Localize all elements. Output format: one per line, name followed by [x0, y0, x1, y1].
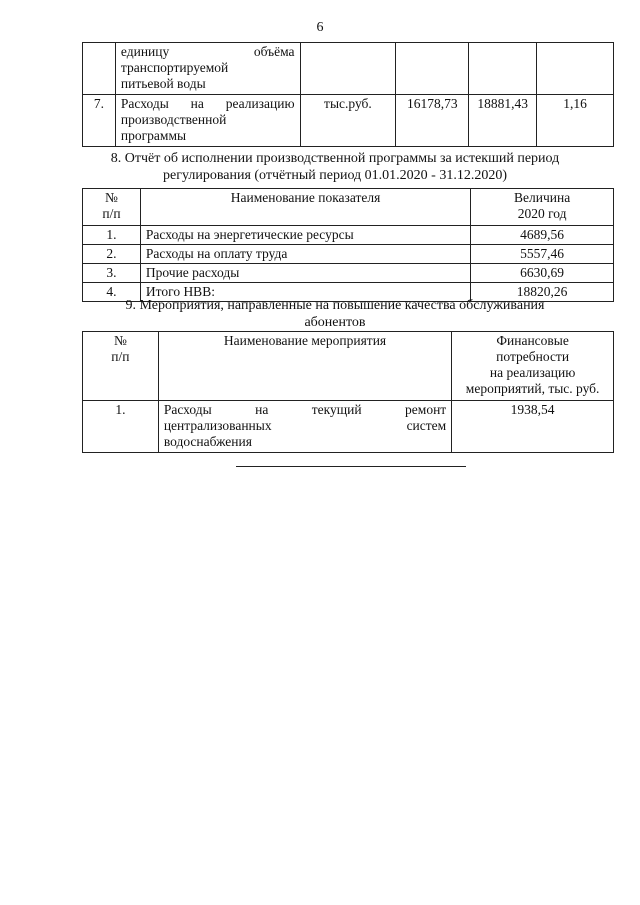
row-number: 7. — [83, 95, 116, 147]
value-cell: 18881,43 — [469, 95, 537, 147]
value-cell: 6630,69 — [471, 264, 614, 283]
header-num-line: № — [105, 190, 118, 205]
row-number: 4. — [83, 283, 141, 302]
measure-name-line: централизованных систем — [163, 418, 447, 433]
header-num-line: п/п — [111, 349, 130, 364]
measure-name-line: водоснабжения — [163, 434, 252, 449]
table-header-row — [83, 189, 614, 226]
header-financing — [452, 332, 614, 401]
header-financing-line: на реализацию — [489, 365, 576, 380]
indicator-name: Прочие расходы — [140, 264, 470, 283]
indicator-name-line: питьевой воды — [120, 76, 206, 91]
indicator-name: Расходы на оплату труда — [140, 245, 470, 264]
header-financing-line: Финансовые — [496, 333, 569, 348]
header-value-line: 2020 год — [517, 206, 567, 221]
row-number: 3. — [83, 264, 141, 283]
header-value — [471, 189, 614, 226]
value-cell — [396, 43, 469, 95]
table-header-row — [83, 332, 614, 401]
indicator-name — [115, 95, 300, 147]
header-financing-line: мероприятий, тыс. руб. — [465, 381, 600, 396]
header-num — [83, 332, 159, 401]
measures-table — [82, 331, 614, 453]
value-cell — [469, 43, 537, 95]
header-name: Наименование показателя — [140, 189, 470, 226]
section-8-title-line: регулирования (отчётный период 01.01.2020 - 31.12.2020) — [163, 168, 507, 183]
bottom-divider — [236, 466, 466, 467]
measure-name — [158, 401, 451, 453]
section-9-title — [70, 297, 600, 331]
section-8-title — [70, 150, 600, 184]
header-num — [83, 189, 141, 226]
value-cell: 5557,46 — [471, 245, 614, 264]
header-num-line: № — [113, 333, 127, 348]
page-number: 6 — [316, 20, 324, 35]
production-program-table — [82, 42, 614, 147]
value-cell: 16178,73 — [396, 95, 469, 147]
table-row — [83, 245, 614, 264]
value-cell — [537, 43, 614, 95]
indicator-name-line: Расходы на реализацию — [120, 96, 295, 111]
section-9-title-line: 9. Мероприятия, направленные на повышение качества обслуживания — [125, 298, 545, 313]
value-cell: 18820,26 — [471, 283, 614, 302]
indicator-name-line: производственной — [120, 112, 227, 127]
indicator-name-line: программы — [120, 128, 187, 143]
indicator-name-line: единицу объёма — [120, 44, 295, 59]
indicator-name: Итого НВВ: — [140, 283, 470, 302]
row-number: 1. — [83, 226, 141, 245]
header-financing-line: потребности — [496, 349, 570, 364]
header-num-line: п/п — [102, 206, 121, 221]
table-row — [83, 95, 614, 147]
header-name: Наименование мероприятия — [158, 332, 451, 401]
row-number: 1. — [83, 401, 159, 453]
table-row — [83, 43, 614, 95]
value-cell: 4689,56 — [471, 226, 614, 245]
report-table — [82, 188, 614, 302]
row-number — [83, 43, 116, 95]
indicator-name-line: транспортируемой — [120, 60, 229, 75]
table-row — [83, 226, 614, 245]
table-row — [83, 401, 614, 453]
row-number: 2. — [83, 245, 141, 264]
indicator-name: Расходы на энергетические ресурсы — [140, 226, 470, 245]
indicator-name — [115, 43, 300, 95]
measure-name-line: Расходы на текущий ремонт — [163, 402, 447, 417]
value-cell: 1938,54 — [452, 401, 614, 453]
value-cell: 1,16 — [537, 95, 614, 147]
section-9-title-line: абонентов — [304, 315, 366, 330]
header-value-line: Величина — [514, 190, 571, 205]
unit-cell — [300, 43, 396, 95]
section-8-title-line: 8. Отчёт об исполнении производственной программы за истекший период — [110, 151, 560, 166]
unit-cell: тыс.руб. — [300, 95, 396, 147]
table-row — [83, 264, 614, 283]
